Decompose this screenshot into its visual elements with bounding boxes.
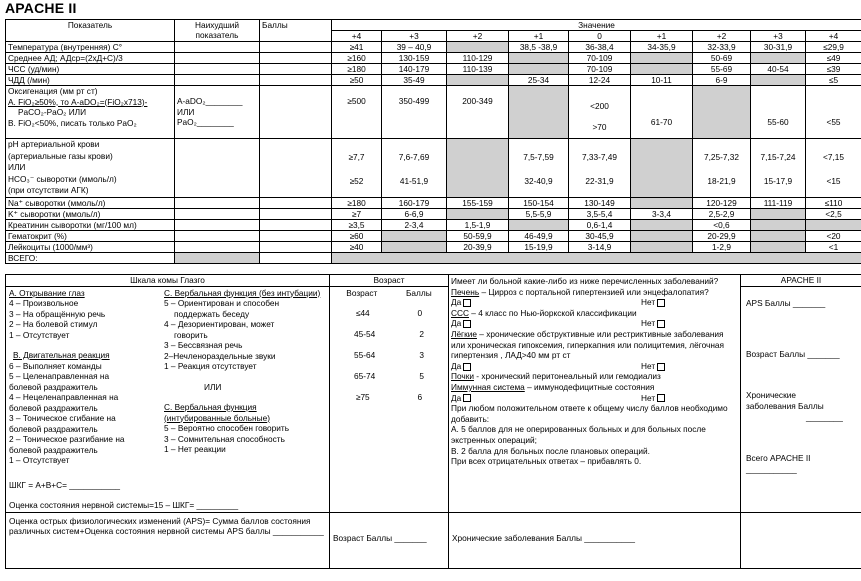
chronic-ccc: ССС [451, 307, 469, 318]
list-item: болевой раздражитель [9, 423, 98, 434]
apache-block: APS Баллы _______ Возраст Баллы _______ Хронические заболевания Баллы ________ Всего APACHE II ___________ [741, 286, 861, 512]
row-cell: 39 – 40,9 [382, 42, 447, 53]
row-worst [175, 230, 260, 241]
chronic-rule-1: При любом положительном ответе к общему числу баллов необходимо добавить: [451, 403, 728, 424]
table-row [6, 197, 861, 208]
list-item: говорить [174, 329, 208, 340]
row-cell: 110-129 [447, 53, 509, 64]
row-cell: 10-11 [631, 75, 693, 86]
row-label: Креатинин сыворотки (мг/100 мл) [6, 219, 175, 230]
header-worst: Наихудший показатель [175, 20, 260, 42]
row-cell: <1 [806, 241, 861, 252]
ph-points [260, 139, 332, 198]
ccc-yes-checkbox[interactable] [463, 320, 471, 328]
row-points [260, 219, 332, 230]
chronic-block: Имеет ли больной какие-либо из ниже перечисленных заболеваний? Печень – Цирроз с портальной гипертензией или энцефалопатия? Да Нет ССС – 4 класс по Нью-йоркской классификации Да Нет Лёгкие – хронические обструктивные или рестриктивные заболевания или хроническая гипоксемия, гиперкапния или полицитемия, лёгочная гипертензия , ЛАД>40 мм рт ст Да Нет Почки - хронический перитонеальный или гемодиализ Иммунная система – иммунодефицитные состояния Да Нет При любом положительном ответе к общему числу баллов необходимо добавить: А. 5 баллов для не оперированных больных и для больных после экстренных операций; В. 2 балла для больных после плановых операций. При всех отрицательных ответах – прибавлять 0. [449, 275, 741, 513]
row-cell: 110-139 [447, 64, 509, 75]
table-row [6, 53, 861, 64]
row-cell: <2,5 [806, 208, 861, 219]
row-cell: 55-69 [693, 64, 751, 75]
oxy-label-4: В. FiO₂<50%, писать только PaO₂ [8, 117, 137, 128]
row-cell [509, 219, 569, 230]
ph-cell [332, 139, 382, 198]
ph-cell [751, 139, 806, 198]
row-cell: 6-6,9 [382, 208, 447, 219]
age-points: 3 [419, 350, 424, 360]
glasgow-b-title: В. Двигательная реакция [13, 350, 110, 360]
row-cell: 3-14,9 [569, 241, 631, 252]
oxy-cell-zero: <200 >70 [569, 86, 631, 139]
row-cell: ≤49 [806, 53, 861, 64]
row-points [260, 75, 332, 86]
list-item: 4 – Нецеленаправленная на [9, 392, 119, 402]
oxy-label-2: А. FiO₂≥50%, то A-aDO₂=(FiO₂х713)- [8, 96, 148, 107]
row-cell [509, 64, 569, 75]
row-label: Температура (внутренняя) С° [6, 42, 175, 53]
table-row [6, 241, 861, 252]
ph-value: 7,5-7,59 [523, 152, 554, 162]
glasgow-sum: ШКГ = А+В+С= ___________ [9, 479, 121, 490]
row-cell: 111-119 [751, 197, 806, 208]
row-cell [751, 208, 806, 219]
ph-label-4: HCO₃⁻ сыворотки (ммоль/л) [8, 173, 117, 184]
bicarb-value: 18-21,9 [707, 176, 736, 186]
row-cell [447, 75, 509, 86]
ph-cell [382, 139, 447, 198]
page-title: APACHE II [5, 0, 77, 16]
lungs-no-checkbox[interactable] [657, 363, 665, 371]
chronic-rule-4: При всех отрицательных ответах – прибавлять 0. [451, 456, 642, 467]
row-points [260, 241, 332, 252]
header-points: Баллы [260, 20, 332, 42]
row-cell [751, 75, 806, 86]
list-item: 3 – Сомнительная способность [164, 433, 285, 444]
age-points: 6 [417, 392, 423, 402]
ph-value: 7,25-7,32 [703, 152, 740, 162]
table-row [6, 219, 861, 230]
list-item: 3 – Тоническое сгибание на [9, 413, 116, 423]
row-cell: <20 [806, 230, 861, 241]
oxy-cell-minus4: <55 [806, 86, 861, 139]
chronic-lungs: Лёгкие [451, 328, 477, 339]
bicarb-value: <15 [826, 176, 841, 186]
ph-value: <7,15 [823, 152, 845, 162]
chronic-liver: Печень [451, 286, 480, 297]
ph-cell [631, 139, 693, 198]
row-cell: 1-2,9 [693, 241, 751, 252]
row-worst [175, 42, 260, 53]
row-cell: 160-179 [382, 197, 447, 208]
row-cell: 36-38,4 [569, 42, 631, 53]
row-cell: 38,5 -38,9 [509, 42, 569, 53]
chronic-rule-3: В. 2 балла для больных после плановых операций. [451, 445, 650, 456]
row-cell: ≥180 [332, 64, 382, 75]
list-item: 3 – Бессвязная речь [164, 340, 243, 350]
oxy-label-3: PaCO₂-PaO₂ ИЛИ [18, 107, 87, 117]
row-cell: 3,5-5,4 [569, 208, 631, 219]
row-cell [509, 53, 569, 64]
row-worst [175, 219, 260, 230]
row-cell [631, 241, 693, 252]
apache-aps: APS Баллы _______ [746, 297, 826, 308]
ph-value: 7,6-7,69 [398, 152, 430, 162]
row-worst [175, 197, 260, 208]
immune-no-checkbox[interactable] [657, 394, 665, 402]
table-row [6, 42, 861, 53]
list-item: 5 – Целенаправленная на [9, 371, 110, 381]
row-cell [751, 53, 806, 64]
age-row [332, 350, 446, 371]
age-block [330, 286, 449, 512]
score-header-1: +3 [382, 31, 447, 42]
list-item: 2 – На болевой стимул [9, 319, 98, 329]
row-cell: ≥60 [332, 230, 382, 241]
score-header-7: +3 [751, 31, 806, 42]
row-cell [382, 241, 447, 252]
row-cell: 140-179 [382, 64, 447, 75]
row-cell: ≥160 [332, 53, 382, 64]
row-cell: 5,5-5,9 [509, 208, 569, 219]
row-points [260, 230, 332, 241]
row-worst [175, 75, 260, 86]
total-row [6, 252, 861, 263]
row-cell: ≤29,9 [806, 42, 861, 53]
apache-score-table [5, 19, 861, 264]
row-cell: ≥41 [332, 42, 382, 53]
list-item: болевой раздражитель [9, 381, 98, 392]
age-range: 45-54 [354, 329, 376, 339]
ph-row [6, 139, 861, 198]
immune-yes-checkbox[interactable] [463, 394, 471, 402]
row-cell [751, 230, 806, 241]
oxy-cell-plus4: ≥500 [332, 86, 382, 139]
row-cell: 120-129 [693, 197, 751, 208]
score-header-6: +2 [693, 31, 751, 42]
row-cell [806, 219, 861, 230]
row-worst [175, 208, 260, 219]
row-cell: 6-9 [693, 75, 751, 86]
bicarb-value: ≥52 [349, 176, 364, 186]
liver-yes-checkbox[interactable] [463, 299, 471, 307]
row-cell: ≥180 [332, 197, 382, 208]
ph-worst [175, 139, 260, 198]
oxygenation-row [6, 86, 861, 139]
ccc-no-checkbox[interactable] [657, 320, 665, 328]
age-range: 65-74 [354, 371, 376, 381]
oxy-cell-minus2 [693, 86, 751, 139]
row-cell: 40-54 [751, 64, 806, 75]
row-cell: 25-34 [509, 75, 569, 86]
row-points [260, 53, 332, 64]
row-points [260, 64, 332, 75]
row-cell: 20-29,9 [693, 230, 751, 241]
age-row [332, 392, 446, 413]
ph-label-3: ИЛИ [8, 162, 26, 172]
row-cell: 3-3,4 [631, 208, 693, 219]
row-worst [175, 53, 260, 64]
row-cell: ≤39 [806, 64, 861, 75]
row-cell: 0,6-1,4 [569, 219, 631, 230]
row-label: ЧДД (/мин) [6, 75, 175, 86]
row-cell: 46-49,9 [509, 230, 569, 241]
row-cell: ≥50 [332, 75, 382, 86]
list-item: 1 – Отсутствует [9, 455, 70, 465]
row-cell [631, 53, 693, 64]
row-label: Na⁺ сыворотки (ммоль/л) [6, 197, 175, 208]
age-row [332, 371, 446, 392]
age-range: ≥75 [355, 392, 370, 402]
list-item: 1 – Отсутствует [9, 329, 70, 340]
row-label: Гематокрит (%) [6, 230, 175, 241]
lungs-yes-checkbox[interactable] [463, 363, 471, 371]
oxy-cell-minus1: 61-70 [631, 86, 693, 139]
table-row [6, 64, 861, 75]
row-cell: 30-45,9 [569, 230, 631, 241]
header-value: Значение [332, 20, 861, 31]
total-points [260, 252, 332, 263]
table-row [6, 208, 861, 219]
list-item: болевой раздражитель [9, 402, 98, 413]
row-cell: 50-59,9 [447, 230, 509, 241]
row-cell [751, 241, 806, 252]
row-cell: 2,5-2,9 [693, 208, 751, 219]
age-range: ≤44 [355, 308, 370, 318]
row-label: ЧСС (уд/мин) [6, 64, 175, 75]
oxy-cell-plus1 [509, 86, 569, 139]
row-cell: 34-35,9 [631, 42, 693, 53]
row-label: K⁺ сыворотки (ммоль/л) [6, 208, 175, 219]
row-cell: 155-159 [447, 197, 509, 208]
score-header-8: +4 [806, 31, 861, 42]
bicarb-value: 22-31,9 [585, 176, 614, 186]
age-footer: Возраст Баллы _______ [330, 512, 449, 568]
score-header-4: 0 [569, 31, 631, 42]
row-cell [382, 230, 447, 241]
ph-value: 7,15-7,24 [760, 152, 796, 162]
oxy-worst-2: ИЛИ [177, 106, 195, 117]
chronic-intro: Имеет ли больной какие-либо из ниже перечисленных заболеваний? [451, 276, 719, 286]
row-worst [175, 241, 260, 252]
glasgow-or: ИЛИ [204, 381, 222, 392]
row-label: Лейкоциты (1000/мм³) [6, 241, 175, 252]
row-cell: ≥3,5 [332, 219, 382, 230]
chronic-footer: Хронические заболевания Баллы ___________ [449, 512, 741, 568]
row-cell: 30-31,9 [751, 42, 806, 53]
oxy-cell-plus2: 200-349 [447, 86, 509, 139]
row-cell [751, 219, 806, 230]
row-label: Среднее АД; АДср=(2хД+С)/3 [6, 53, 175, 64]
row-cell [631, 219, 693, 230]
score-header-0: +4 [332, 31, 382, 42]
ph-label-5: (при отсутствии АГК) [8, 185, 89, 195]
row-cell: 150-154 [509, 197, 569, 208]
age-col-age: Возраст [346, 287, 378, 298]
neuro-score: Оценка состояния нервной системы=15 – ШКГ= _________ [9, 500, 239, 510]
bicarb-value: 41-51,9 [399, 176, 429, 186]
score-header-5: +1 [631, 31, 693, 42]
row-cell: 2-3,4 [382, 219, 447, 230]
row-cell: ≤110 [806, 197, 861, 208]
ph-cell [509, 139, 569, 198]
list-item: 1 – Нет реакции [164, 444, 226, 454]
glasgow-c2-title: С. Вербальная функция (интубированные больные) [164, 402, 270, 423]
list-item: 4 – Произвольное [9, 298, 79, 308]
apache-total: Всего APACHE II ___________ [746, 452, 811, 474]
age-range: 55-64 [354, 350, 376, 360]
chronic-rule-2: А. 5 баллов для не оперированных больных и для больных после экстренных операций; [451, 424, 706, 445]
row-cell: 70-109 [569, 53, 631, 64]
age-col-points: Баллы [405, 287, 432, 298]
glasgow-block [6, 286, 330, 512]
list-item: 2 – Тоническое разгибание на [9, 434, 125, 444]
ph-label-1: pH артериальной крови [8, 139, 100, 149]
ph-cell [447, 139, 509, 198]
row-cell [631, 64, 693, 75]
list-item: 5 – Вероятно способен говорить [164, 423, 290, 433]
ph-cell [806, 139, 861, 198]
ph-value: ≥7,7 [348, 152, 365, 162]
row-cell: 130-149 [569, 197, 631, 208]
oxy-worst-1: A-aDO₂________ [177, 96, 243, 106]
glasgow-c-title: С. Вербальная функция (без интубации) [164, 287, 321, 298]
row-cell [631, 197, 693, 208]
oxy-points [260, 86, 332, 139]
lower-section [5, 274, 861, 565]
list-item: 6 – Выполняет команды [9, 360, 102, 371]
score-header-3: +1 [509, 31, 569, 42]
total-label: ВСЕГО: [6, 252, 175, 263]
row-cell: 50-69 [693, 53, 751, 64]
row-cell: <0,6 [693, 219, 751, 230]
list-item: 1 – Реакция отсутствует [164, 361, 257, 371]
ph-value: 7,33-7,49 [581, 152, 618, 162]
oxy-label-1: Оксигенация (мм рт ст) [8, 86, 98, 96]
oxy-cell-plus3: 350-499 [382, 86, 447, 139]
glasgow-title: Шкала комы Глазго [6, 275, 330, 287]
aps-summary: Оценка острых физиологических изменений (APS)= Сумма баллов состояния различных систем+Оценка состояния нервной системы APS баллы ___________ [6, 512, 330, 568]
row-cell: ≥40 [332, 241, 382, 252]
age-points: 2 [419, 329, 424, 339]
row-worst [175, 64, 260, 75]
row-cell: 12-24 [569, 75, 631, 86]
list-item: 3 – На обращённую речь [9, 308, 106, 319]
list-item: 2–Нечленораздельные звуки [164, 350, 276, 361]
bicarb-value: 32-40,9 [524, 176, 553, 186]
chronic-kidneys: Почки [451, 371, 474, 382]
list-item: поддержать беседу [174, 308, 250, 319]
bicarb-value: 15-17,9 [763, 176, 793, 186]
glasgow-a-title: А. Открывание глаз [9, 287, 85, 298]
list-item: 5 – Ориентирован и способен [164, 298, 280, 308]
row-points [260, 208, 332, 219]
ph-label-2: (артериальные газы крови) [8, 150, 113, 161]
row-cell [447, 208, 509, 219]
row-cell: 15-19,9 [509, 241, 569, 252]
age-title: Возраст [330, 275, 449, 287]
header-indicator: Показатель [6, 20, 175, 42]
age-points: 0 [417, 308, 423, 318]
row-cell [631, 230, 693, 241]
row-cell: 32-33,9 [693, 42, 751, 53]
list-item: 4 – Дезориентирован, может [164, 319, 275, 329]
age-row [332, 329, 446, 350]
ph-cell [693, 139, 751, 198]
age-row [332, 308, 446, 329]
chronic-immune: Иммунная система [451, 381, 525, 392]
row-cell: ≤5 [806, 75, 861, 86]
row-cell: 35-49 [382, 75, 447, 86]
table-row [6, 230, 861, 241]
row-cell: 70-109 [569, 64, 631, 75]
row-cell: 20-39,9 [447, 241, 509, 252]
row-cell: 130-159 [382, 53, 447, 64]
list-item: болевой раздражитель [9, 444, 98, 455]
row-cell: ≥7 [332, 208, 382, 219]
apache-age: Возраст Баллы _______ [746, 348, 840, 359]
liver-no-checkbox[interactable] [657, 299, 665, 307]
row-points [260, 197, 332, 208]
row-cell [447, 42, 509, 53]
age-points: 5 [419, 371, 424, 381]
row-points [260, 42, 332, 53]
oxy-worst-3: PaO₂________ [177, 117, 234, 127]
ph-cell [569, 139, 631, 198]
apache-chronic: Хронические заболевания Баллы [746, 389, 824, 411]
table-row [6, 75, 861, 86]
row-cell: 1,5-1,9 [447, 219, 509, 230]
oxy-cell-minus3: 55-60 [751, 86, 806, 139]
apache-title: APACHE II [741, 275, 861, 287]
score-header-2: +2 [447, 31, 509, 42]
